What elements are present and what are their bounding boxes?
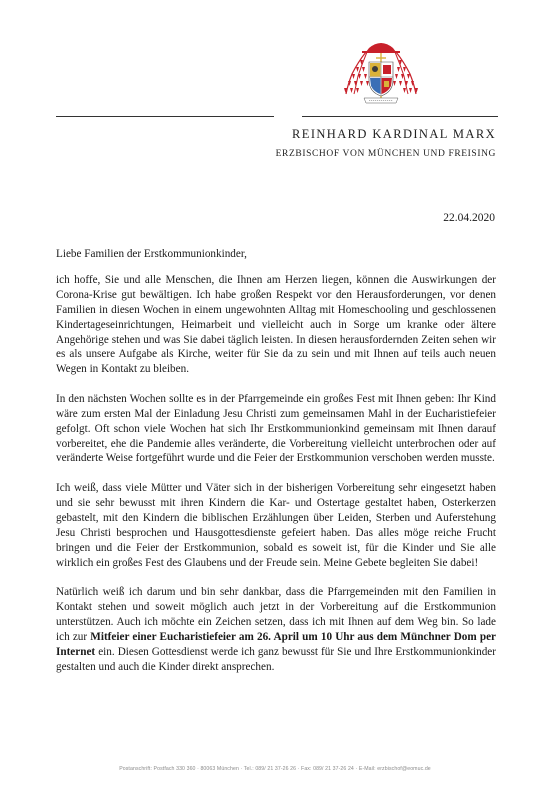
paragraph-4 [56,585,496,674]
letter-body [56,247,496,674]
paragraph-1: ich hoffe, Sie und alle Menschen, die Ihnen am Herzen liegen, können die Auswirkungen der Corona-Krise gut bewältigen. Ich habe großen Respekt vor den Herausforderungen, vor denen Familien in diesen Wochen in einem ungewohnten Alltag mit Homeschooling und geschlossenen Kindertageseinrichtungen, Heimarbeit und vielleicht auch in Sorge um kranke oder ältere Angehörige stehen und was Sie dabei täglich leisten. In diesen herausfordernden Zeiten sehen wir es als unsere Aufgabe als Kirche, weiter für Sie da zu sein und mit Ihnen auf teils auch neuen Wegen in Kontakt zu bleiben. [56,273,496,376]
salutation: Liebe Familien der Erstkommunionkinder, [56,248,247,260]
paragraph-4-text-before: Natürlich weiß ich darum und bin sehr dankbar, dass die Pfarrgemeinden mit den Familien in Kontakt stehen und soweit möglich auch jetzt in der Vorbereitung auf die Erstkommunion unterstützen. Auch ich möchte ein Zeichen setzen, dass ich mit Ihnen auf dem Weg bin. So lade ich zur [56,586,496,643]
paragraph-3: Ich weiß, dass viele Mütter und Väter sich in der bisherigen Vorbereitung sehr eingesetzt haben und sie sehr bewusst mit ihren Kindern die Kar- und Ostertage gestaltet haben, Osterkerzen gebastelt, mit den Kindern die biblischen Erzählungen über Leiden, Sterben und Auferstehung Jesu Christi besprochen und Hausgottesdienste gefeiert haben. Das alles möge reiche Frucht bringen und die Feier der Erstkommunion, sobald es soweit ist, für die Kinder und Sie alle wirklich ein großes Fest des Glaubens und der Freude sein. Meine Gebete begleiten Sie dabei! [56,481,496,569]
paragraph-4-text-after: ein. Diesen Gottesdienst werde ich ganz bewusst für Sie und Ihre Erstkommunionkinder gestalten und auch die Kinder direkt ansprechen. [56,645,496,673]
paragraph-2: In den nächsten Wochen sollte es in der Pfarrgemeinde ein großes Fest mit Ihnen geben: Ihr Kind wäre zum ersten Mal der Einladung Jesu Christi zum gemeinsamen Mahl in der Eucharistiefeier gefolgt. Oft schon viele Wochen hat sich Ihr Erstkommunionkind gemeinsam mit Ihnen darauf vorbereitet, ehe die Pandemie alles veränderte, die Vorbereitung vielleicht unterbrochen oder auf veränderte Weise fortgeführt wurde und die Feier der Erstkommunion verschoben werden musste. [56,392,496,465]
sender-name: REINHARD KARDINAL MARX [292,127,496,141]
letterhead-rule-right [302,116,498,117]
letterhead-rule-left [56,116,274,117]
livestream-invitation: Mitfeier einer Eucharistiefeier am 26. April um 10 Uhr aus dem Münchner Dom per Internet [56,630,497,658]
letter-date: 22.04.2020 [443,212,495,224]
coat-of-arms [336,36,426,108]
sender-title: ERZBISCHOF VON MÜNCHEN UND FREISING [275,149,496,159]
postal-footer: Postanschrift: Postfach 330 360 · 80063 München · Tel.: 089/ 21 37-26 26 · Fax: 089/ 21 37-26 24 · E-Mail: erzbischof@eomuc.de [119,766,431,772]
